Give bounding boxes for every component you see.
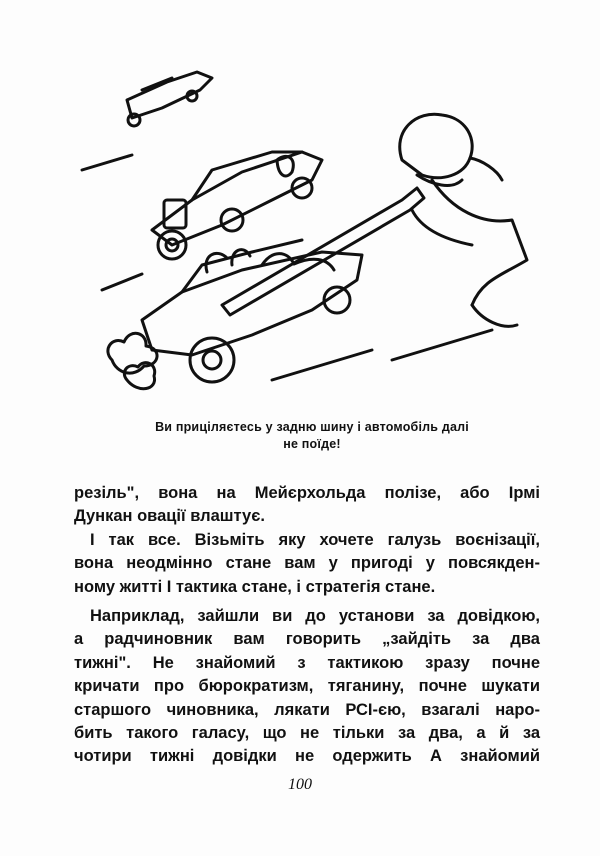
text-line: кричати про бюрократизм, тяганину, почне шукати <box>74 677 540 696</box>
text-line: резіль", вона на Мейєрхольда полізе, або Ірмі <box>74 484 540 502</box>
middle-car <box>152 152 322 259</box>
figure-caption <box>92 419 532 453</box>
body-text <box>74 482 540 769</box>
foreground-car <box>108 240 362 389</box>
text-line: І так все. Візьміть яку хочете галузь воєнізації, <box>90 530 540 549</box>
text-line: а радчиновник вам говорить „зайдіть за два <box>74 630 540 649</box>
man-aiming <box>400 114 527 326</box>
text-line: бить такого галасу, що не тільки за два, а й за <box>74 724 540 743</box>
text-line: вона неодмінно стане вам у пригоді у повсякден- <box>74 554 540 573</box>
page-number: 100 <box>288 776 312 793</box>
text-line: Наприклад, зайшли ви до установи за довідкою, <box>90 607 540 626</box>
text-line: ному житті І тактика стане, і стратегія стане. <box>74 577 436 596</box>
text-line: Дункан овації влаштує. <box>74 507 265 526</box>
caption-line-1: Ви приціляєтесь у задню шину і автомобіль далі <box>155 420 469 434</box>
distant-car <box>127 72 212 126</box>
text-line: старшого чиновника, лякати РСІ-єю, взагалі наро- <box>74 700 540 719</box>
text-line: тижні". Не знайомий з тактикою зразу почне <box>74 653 540 672</box>
cartoon-illustration <box>72 60 532 420</box>
caption-line-2: не поїде! <box>283 437 341 451</box>
text-line: чотири тижні довідки не одержить А знайомий <box>74 747 540 766</box>
